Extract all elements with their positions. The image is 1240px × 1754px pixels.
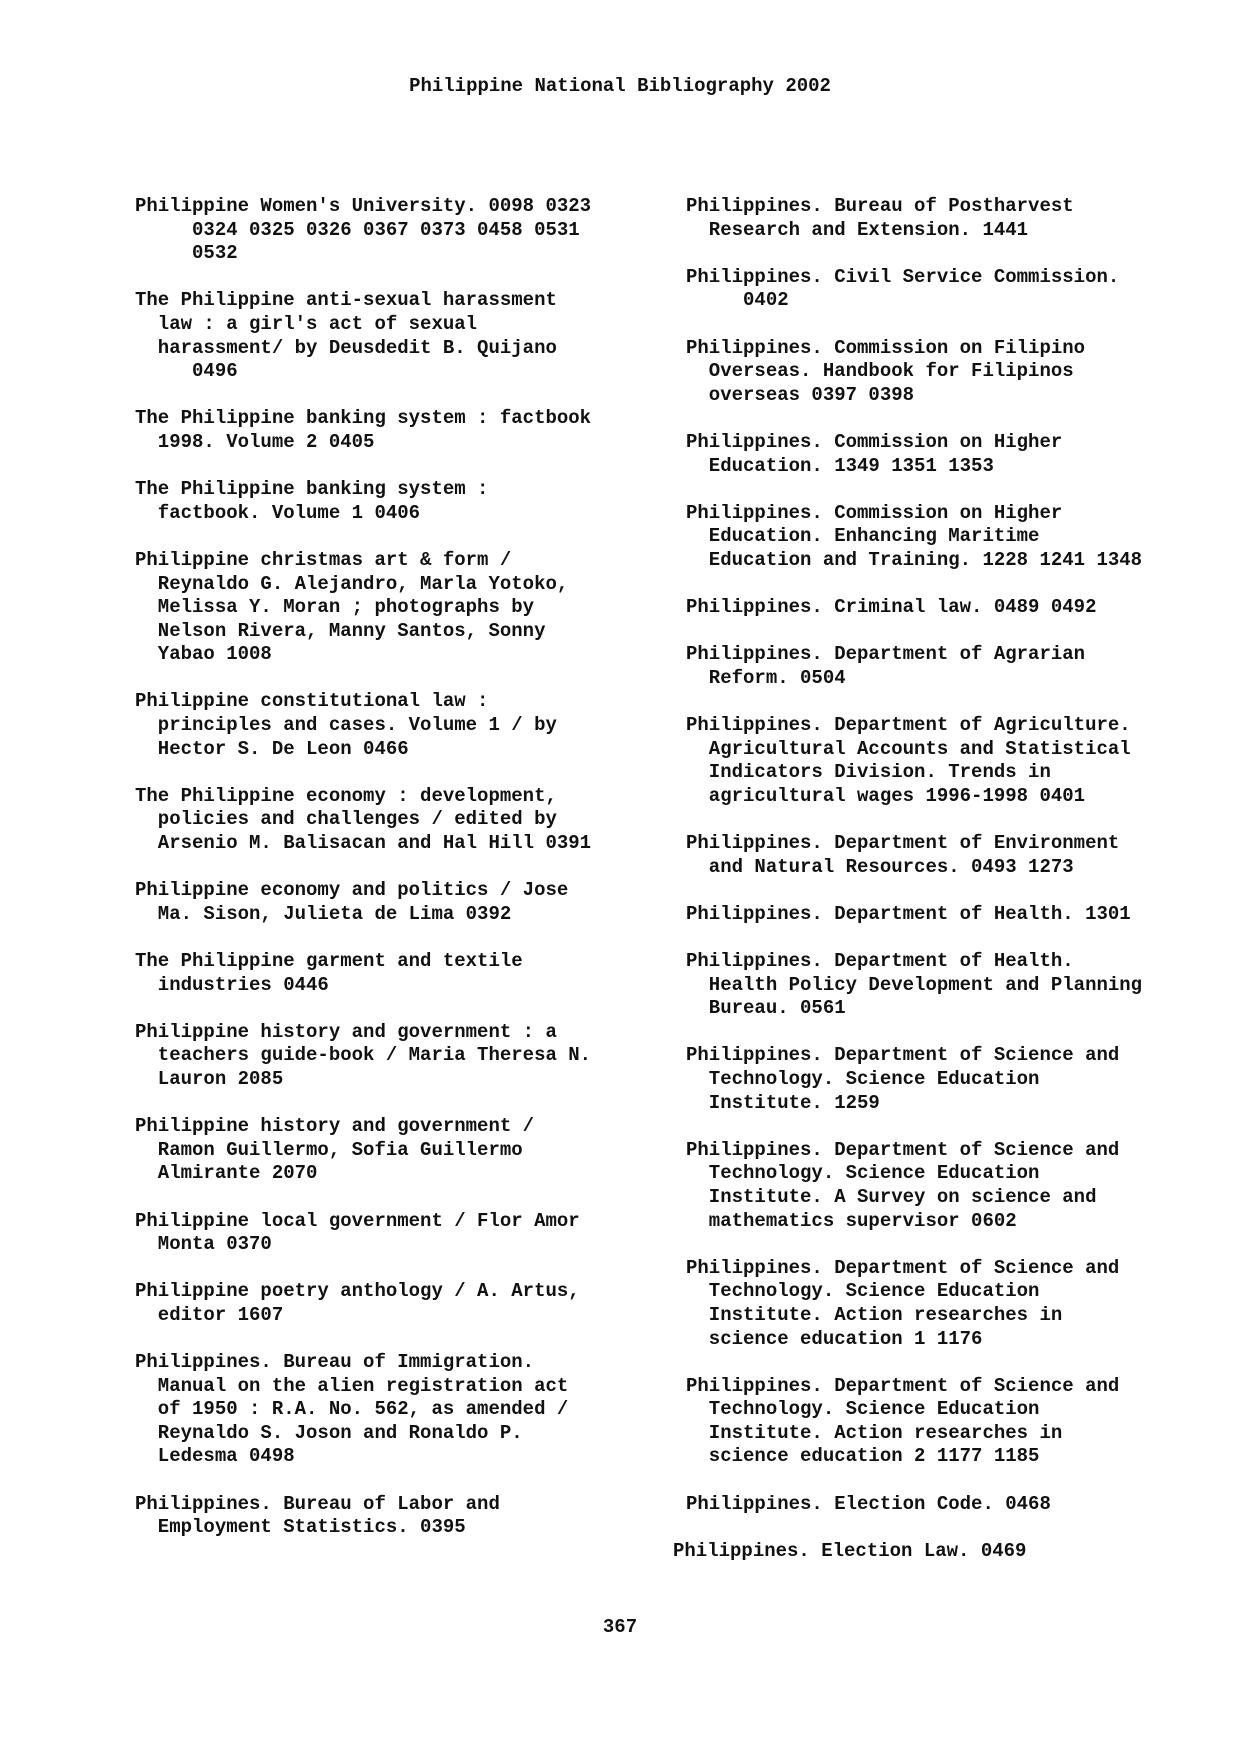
entry-line: Philippine history and government : a: [135, 1020, 557, 1043]
entry-line: Nelson Rivera, Manny Santos, Sonny: [135, 619, 546, 642]
entry-line: Ledesma 0498: [135, 1445, 295, 1468]
entry-line: Philippines. Commission on Higher: [686, 430, 1063, 453]
bibliography-entry: [135, 1493, 675, 1540]
entry-line: science education 1 1176: [686, 1327, 983, 1350]
entry-line: The Philippine anti-sexual harassment: [135, 289, 557, 312]
entry-line: Yabao 1008: [135, 643, 272, 666]
entry-line: teachers guide-book / Maria Theresa N.: [135, 1044, 592, 1067]
entry-line: Philippines. Commission on Higher: [686, 501, 1063, 524]
bibliography-entry: [135, 478, 675, 525]
entry-line: 0324 0325 0326 0367 0373 0458 0531: [135, 218, 580, 241]
entry-line: Philippine constitutional law :: [135, 690, 489, 713]
entry-line: Education. 1349 1351 1353: [686, 454, 994, 477]
bibliography-entry: [686, 643, 1226, 690]
bibliography-entry: [686, 950, 1226, 1021]
entry-line: of 1950 : R.A. No. 562, as amended /: [135, 1398, 569, 1421]
entry-line: Indicators Division. Trends in: [686, 761, 1051, 784]
entry-line: Bureau. 0561: [686, 997, 846, 1020]
entry-line: Institute. 1259: [686, 1091, 880, 1114]
bibliography-entry: [686, 1139, 1226, 1233]
bibliography-entry: [135, 785, 675, 856]
entry-line: overseas 0397 0398: [686, 383, 915, 406]
entry-line: Melissa Y. Moran ; photographs by: [135, 596, 535, 619]
bibliography-entry: [686, 832, 1226, 879]
entry-line: Manual on the alien registration act: [135, 1374, 569, 1397]
entry-line: Health Policy Development and Planning: [686, 973, 1143, 996]
entry-line: principles and cases. Volume 1 / by: [135, 714, 557, 737]
entry-line: Philippines. Department of Health. 1301: [686, 902, 1131, 925]
entry-line: Philippine christmas art & form /: [135, 548, 512, 571]
entry-line: Philippines. Bureau of Immigration.: [135, 1351, 535, 1374]
entry-line: Technology. Science Education: [686, 1398, 1040, 1421]
bibliography-entry: [686, 903, 1226, 927]
entry-line: Philippines. Department of Science and: [686, 1138, 1120, 1161]
bibliography-entry: [686, 596, 1226, 620]
entry-line: Philippines. Department of Agriculture.: [686, 714, 1131, 737]
entry-line: Arsenio M. Balisacan and Hal Hill 0391: [135, 832, 592, 855]
entry-line: science education 2 1177 1185: [686, 1445, 1040, 1468]
entry-line: The Philippine economy : development,: [135, 784, 557, 807]
bibliography-entry: [686, 195, 1226, 242]
entry-line: Agricultural Accounts and Statistical: [686, 737, 1131, 760]
entry-line: and Natural Resources. 0493 1273: [686, 855, 1074, 878]
bibliography-entry: [135, 1021, 675, 1092]
bibliography-entry: [135, 407, 675, 454]
entry-line: Philippines. Commission on Filipino: [686, 336, 1086, 359]
bibliography-entry: [135, 289, 675, 383]
entry-line: Philippine economy and politics / Jose: [135, 879, 569, 902]
entry-line: Ma. Sison, Julieta de Lima 0392: [135, 902, 512, 925]
entry-line: Philippine history and government /: [135, 1115, 535, 1138]
entry-line: law : a girl's act of sexual: [135, 312, 478, 335]
entry-line: 1998. Volume 2 0405: [135, 430, 375, 453]
entry-line: Education and Training. 1228 1241 1348: [686, 548, 1143, 571]
bibliography-entry: [135, 1280, 675, 1327]
bibliography-entry: [686, 431, 1226, 478]
entry-line: Philippines. Department of Science and: [686, 1374, 1120, 1397]
entry-line: Technology. Science Education: [686, 1280, 1040, 1303]
bibliography-entry: [686, 502, 1226, 573]
entry-line: Philippines. Bureau of Postharvest: [686, 195, 1074, 217]
entry-line: Reynaldo S. Joson and Ronaldo P.: [135, 1421, 523, 1444]
bibliography-entry: [135, 1351, 675, 1469]
bibliography-entry: [673, 1540, 1226, 1564]
entry-line: harassment/ by Deusdedit B. Quijano: [135, 336, 557, 359]
left-column: [135, 195, 675, 1563]
right-column: [673, 195, 1226, 1587]
entry-line: Lauron 2085: [135, 1067, 284, 1090]
entry-line: Research and Extension. 1441: [686, 218, 1029, 241]
bibliography-entry: [686, 1044, 1226, 1115]
bibliography-entry: [686, 266, 1226, 313]
entry-line: Philippine local government / Flor Amor: [135, 1209, 580, 1232]
bibliography-entry: [686, 714, 1226, 808]
entry-line: Reynaldo G. Alejandro, Marla Yotoko,: [135, 572, 569, 595]
entry-line: Overseas. Handbook for Filipinos: [686, 360, 1074, 383]
bibliography-entry: [135, 1210, 675, 1257]
entry-line: 0496: [135, 360, 238, 383]
entry-line: Institute. Action researches in: [686, 1421, 1063, 1444]
entry-line: Philippine Women's University. 0098 0323: [135, 195, 592, 217]
entry-line: Technology. Science Education: [686, 1067, 1040, 1090]
entry-line: Philippines. Department of Health.: [686, 950, 1074, 972]
page-header-title: Philippine National Bibliography 2002: [409, 75, 831, 97]
entry-line: Institute. A Survey on science and: [686, 1185, 1097, 1208]
bibliography-entry: [686, 1257, 1226, 1351]
bibliography-entry: [135, 879, 675, 926]
entry-line: Institute. Action researches in: [686, 1303, 1063, 1326]
entry-line: Philippines. Bureau of Labor and: [135, 1492, 500, 1515]
entry-line: Philippines. Election Law. 0469: [673, 1539, 1027, 1562]
entry-line: mathematics supervisor 0602: [686, 1209, 1017, 1232]
bibliography-entry: [135, 690, 675, 761]
entry-line: Technology. Science Education: [686, 1162, 1040, 1185]
bibliography-entry: [686, 337, 1226, 408]
entry-line: Employment Statistics. 0395: [135, 1516, 466, 1539]
bibliography-entry: [135, 1115, 675, 1186]
entry-line: Reform. 0504: [686, 666, 846, 689]
entry-line: Philippine poetry anthology / A. Artus,: [135, 1280, 580, 1303]
entry-line: Philippines. Department of Agrarian: [686, 643, 1086, 666]
bibliography-entry: [135, 950, 675, 997]
entry-line: 0402: [686, 289, 789, 312]
entry-line: factbook. Volume 1 0406: [135, 501, 421, 524]
entry-line: Philippines. Department of Science and: [686, 1256, 1120, 1279]
entry-line: editor 1607: [135, 1303, 284, 1326]
entry-line: The Philippine banking system :: [135, 478, 489, 501]
entry-line: Ramon Guillermo, Sofia Guillermo: [135, 1138, 523, 1161]
entry-line: industries 0446: [135, 973, 329, 996]
entry-line: 0532: [135, 242, 238, 265]
bibliography-entry: [686, 1375, 1226, 1469]
entry-line: Philippines. Criminal law. 0489 0492: [686, 596, 1097, 619]
bibliography-entry: [135, 195, 675, 266]
entry-line: The Philippine banking system : factbook: [135, 407, 592, 430]
bibliography-entry: [686, 1493, 1226, 1517]
entry-line: Philippines. Civil Service Commission.: [686, 265, 1120, 288]
entry-line: Hector S. De Leon 0466: [135, 737, 409, 760]
entry-line: Almirante 2070: [135, 1162, 318, 1185]
entry-line: agricultural wages 1996-1998 0401: [686, 784, 1086, 807]
entry-line: Philippines. Department of Science and: [686, 1044, 1120, 1067]
bibliography-entry: [135, 549, 675, 667]
entry-line: Philippines. Department of Environment: [686, 832, 1120, 855]
page-number: 367: [602, 1616, 638, 1638]
entry-line: The Philippine garment and textile: [135, 950, 523, 972]
entry-line: Education. Enhancing Maritime: [686, 525, 1040, 548]
entry-line: Monta 0370: [135, 1233, 272, 1256]
entry-line: Philippines. Election Code. 0468: [686, 1492, 1051, 1515]
entry-line: policies and challenges / edited by: [135, 808, 557, 831]
